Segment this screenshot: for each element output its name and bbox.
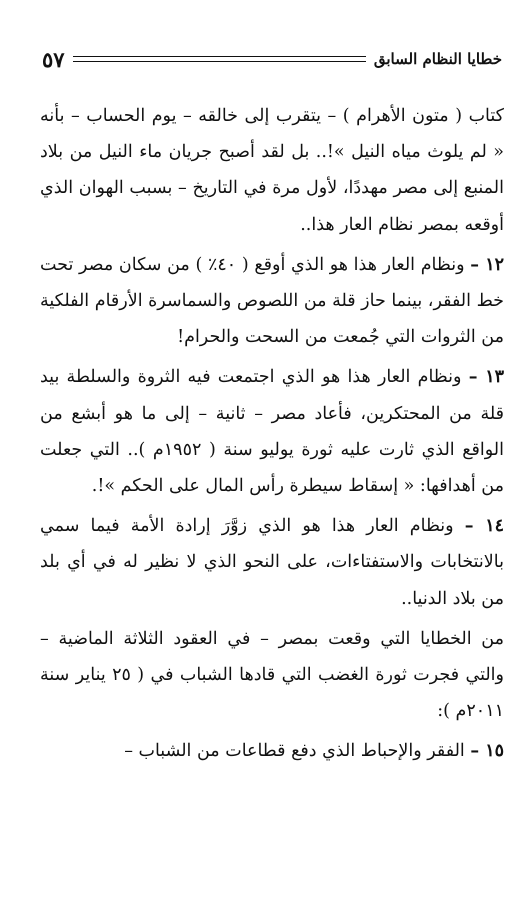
paragraph-text: ونظام العار هذا هو الذي أوقع ( ٤٠٪ ) من سكان مصر تحت خط الفقر، بينما حاز قلة من اللصوص والسماسرة الأرقام الفلكية من الثروات التي جُمعت من السحت والحرام! [40, 254, 504, 348]
paragraph-text: ونظام العار هذا هو الذي زوَّرَ إرادة الأمة فيما سمي بالانتخابات والاستفتاءات، على النحو الذي لا نظير له في أي بلد من بلاد الدنيا.. [40, 516, 504, 609]
paragraph-text: من الخطايا التي وقعت بمصر – في العقود الثلاثة الماضية – والتي فجرت ثورة الغضب التي قادها الشباب في ( ٢٥ يناير سنة ٢٠١١م ): [40, 628, 504, 722]
item-number: ١٤ – [464, 516, 504, 537]
header-divider [73, 56, 366, 62]
paragraph-item-15 [40, 733, 504, 769]
paragraph-item-12 [40, 247, 504, 356]
paragraph-item-13 [40, 359, 504, 504]
paragraph-text: كتاب ( متون الأهرام ) – يتقرب إلى خالقه – يوم الحساب – بأنه « لم يلوث مياه النيل »!.. بل لقد أصبح جريان ماء النيل من بلاد المنبع إلى مصر مهددًا، لأول مرة في التاريخ – بسبب الهوان الذي أوقعه بمصر نظام العار هذا.. [40, 106, 504, 235]
paragraph-continuation [40, 98, 504, 243]
item-number: ١٥ – [470, 741, 504, 762]
item-number: ١٣ – [468, 367, 504, 388]
paragraph-text: ونظام العار هذا هو الذي اجتمعت فيه الثروة والسلطة بيد قلة من المحتكرين، فأعاد مصر – ثانية – إلى ما هو أبشع من الواقع الذي ثارت عليه ثورة يوليو سنة ( ١٩٥٢م ).. التي جعلت من أهدافها: « إسقاط سيطرة رأس المال على الحكم »!. [40, 367, 504, 497]
paragraph-item-14 [40, 508, 504, 617]
paragraph-text: الفقر والإحباط الذي دفع قطاعات من الشباب – [124, 741, 471, 762]
page-body [40, 98, 504, 770]
page-number: ٥٧ [42, 46, 65, 72]
header-title: خطايا النظام السابق [373, 50, 502, 68]
item-number: ١٢ – [470, 254, 504, 275]
paragraph-intro [40, 621, 504, 730]
running-header [42, 42, 502, 76]
